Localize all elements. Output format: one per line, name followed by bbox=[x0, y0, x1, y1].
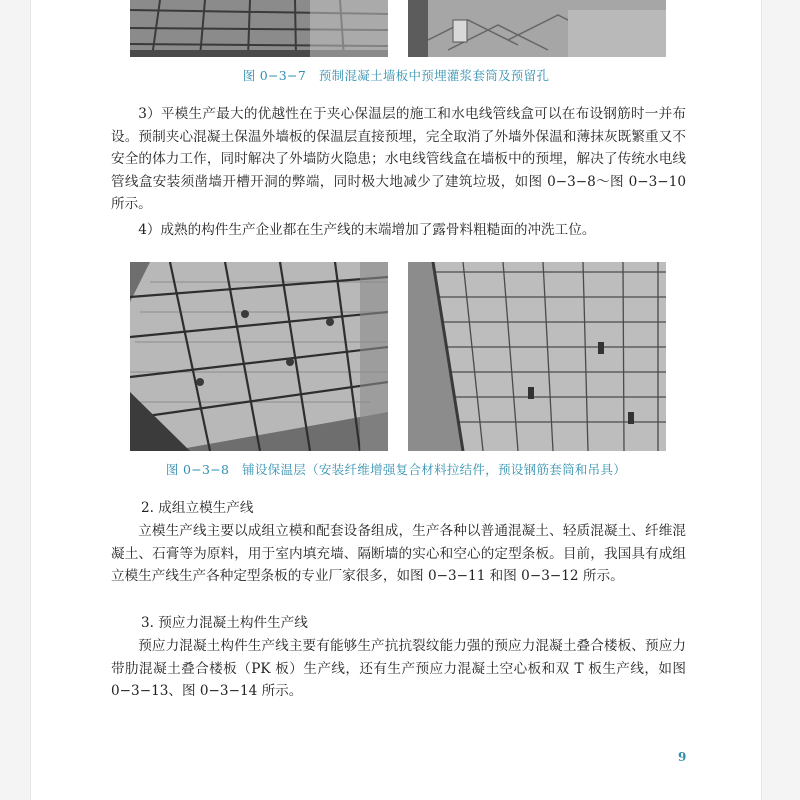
figure-0-3-7-photo-left bbox=[130, 0, 388, 57]
figure-caption: 图 0−3−7 预制混凝土墙板中预埋灌浆套筒及预留孔 bbox=[242, 68, 550, 83]
section-heading: 3. 预应力混凝土构件生产线 bbox=[141, 615, 308, 631]
figure-caption: 图 0−3−8 铺设保温层（安装纤维增强复合材料拉结件，预设钢筋套筒和吊具） bbox=[165, 462, 627, 477]
figure-0-3-8-photo-left bbox=[130, 262, 388, 451]
page-number: 9 bbox=[678, 750, 687, 764]
paragraph-3: 3）平模生产最大的优越性在于夹心保温层的施工和水电线管线盒可以在布设钢筋时一并布设。预制夹心混凝土保温外墙板的保温层直接预埋，完全取消了外墙外保温和薄抹灰既繁重又不安全的体力工作，同时解决了外墙防火隐患；水电线管线盒在墙板中的预埋，解决了传统水电线管线盒安装须凿墙开槽开洞的弊端，同时极大地减少了建筑垃圾，如图 0−3−8～图 0−3−10 所示。 bbox=[111, 106, 686, 212]
document-page bbox=[30, 0, 762, 800]
section-heading: 2. 成组立模生产线 bbox=[141, 500, 254, 516]
section-body: 立模生产线主要以成组立模和配套设备组成，生产各种以普通混凝土、轻质混凝土、纤维混凝土、石膏等为原料，用于室内填充墙、隔断墙的实心和空心的定型条板。目前，我国具有成组立模生产线生产各种定型条板的专业厂家很多，如图 0−3−11 和图 0−3−12 所示。 bbox=[111, 523, 686, 584]
figure-0-3-7-photo-right bbox=[408, 0, 666, 57]
section-body: 预应力混凝土构件生产线主要有能够生产抗抗裂纹能力强的预应力混凝土叠合楼板、预应力带肋混凝土叠合楼板（PK 板）生产线，还有生产预应力混凝土空心板和双 T 板生产线，如图 0−3−13、图 0−3−14 所示。 bbox=[111, 638, 686, 699]
figure-0-3-8-photo-right bbox=[408, 262, 666, 451]
paragraph-4: 4）成熟的构件生产企业都在生产线的末端增加了露骨料粗糙面的冲洗工位。 bbox=[138, 222, 596, 238]
